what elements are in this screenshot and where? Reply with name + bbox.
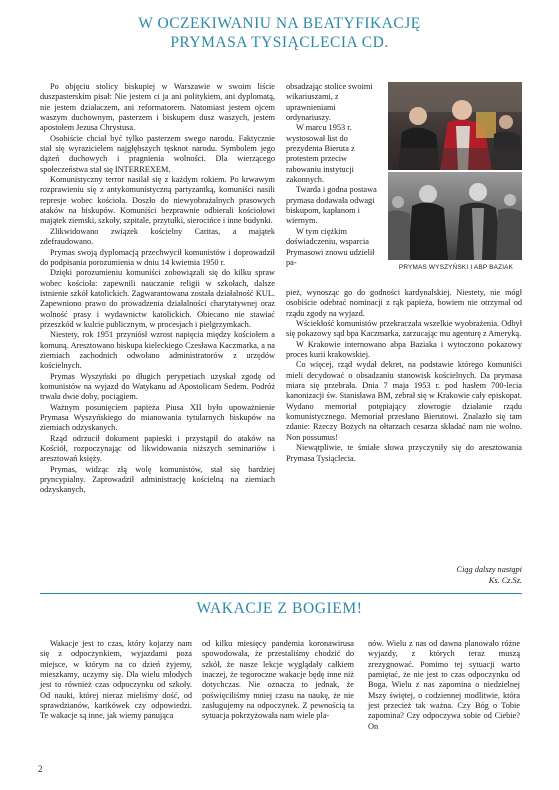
- paragraph: Wściekłość komunistów przekraczała wszelkie wyobrażenia. Odbył się pokazowy sąd bpa Kaczmarka, zarzucając mu agenturę z Ameryką.: [286, 319, 522, 339]
- paragraph: Ważnym posunięciem papieża Piusa XII było upoważnienie Prymasa Wyszyńskiego do mianowania tytularnych biskupów na ziemiach odzyskanych.: [40, 402, 275, 433]
- article2-column-1: [40, 639, 192, 722]
- article-title-line2: PRYMASA TYSIĄCLECIA CD.: [170, 34, 389, 51]
- paragraph: W tym ciężkim doświadczeniu, wsparcia Prymasowi znowu udzielił pa-: [286, 226, 375, 267]
- photo-prymas-baziak: [388, 82, 522, 260]
- section-title: WAKACJE Z BOGIEM!: [196, 600, 363, 617]
- paragraph: Niewątpliwie, te śmiałe słowa przyczyniły się do aresztowania Prymasa Tysiąclecia.: [286, 443, 522, 463]
- article2-column-2: [202, 639, 354, 722]
- paragraph: Zlikwidowano związek kościelny Caritas, a majątek zdefraudowano.: [40, 226, 275, 247]
- article-title-line1: W OCZEKIWANIU NA BEATYFIKACJĘ: [138, 15, 421, 32]
- article-left-column: [40, 82, 275, 496]
- paragraph: W marcu 1953 r. wystosował list do prezydenta Bieruta z protestem przeciw rabowaniu instytucji zakonnych.: [286, 123, 355, 185]
- article2-column-3: [368, 639, 520, 732]
- paragraph: Wakacje jest to czas, który kojarzy nam się z odpoczynkiem, wyjazdami poza miejsce, w którym na co dzień żyjemy, mieszkamy, uczymy się. Dla wielu młodych jest to również czas odpoczynku od szkoły. Od nauki, której nieraz mieliśmy dość, od sprawdzianów, kartkówek czy odpowiedzi. Te wakacje są inne, jak wiemy panująca: [40, 639, 192, 721]
- article-title: [0, 14, 559, 52]
- paragraph: Rząd odrzucił dokument papieski i przystąpił do ataków na Kościół, rozpoczynając od likwidowania niższych seminariów i aresztowań księży.: [40, 433, 275, 464]
- paragraph: Po objęciu stolicy biskupiej w Warszawie w swoim liście duszpasterskim pisał: Nie jestem ci ja ani politykiem, ani dyplomatą, nie jestem działaczem, ani reformatorem. Natomiast jestem ojcem waszym duchownym, pasterzem i biskupem dusz waszych, jestem apostołem Jezusa Chrystusa.: [40, 82, 275, 133]
- paragraph: nów. Wielu z nas od dawna planowało różne wyjazdy, z których teraz muszą zrezygnować. Pomimo tej sytuacji warto pamiętać, że nie jest to czas odpoczynku od Boga. Wielu z nas zapomina o niedzielnej Mszy świętej, o codziennej modlitwie, która jest przecież tak ważna. Czy Bóg o Tobie zapomina? Czy odpoczywa sobie od Ciebie? On: [368, 639, 520, 731]
- paragraph: Komunistyczny terror nasilał się z każdym rokiem. Po krwawym rozprawieniu się z antykomunistyczną partyzantką, komuniści nasili represje wobec kościoła. Doszło do niewyobrażalnych prasowych ataków na biskupów. Komuniści bezprawnie odbierali kościołowi majątek ziemski, szkoły, szpitale, przytułki, sierocińce i inne budynki.: [40, 175, 275, 226]
- paragraph: obsadzając stolice swoimi wikariuszami, z uprawnieniami ordynariuszy.: [286, 82, 373, 123]
- paragraph: Prymas, widząc złą wolę komunistów, stał się bardziej pryncypialny. Zaprowadził administrację kościelną na ziemiach odzyskanych,: [40, 464, 275, 495]
- continued-note: Ciąg dalszy nastąpi: [456, 565, 522, 574]
- page-number: 2: [38, 764, 43, 774]
- article-middle-column: [286, 82, 381, 268]
- section-divider: [40, 593, 522, 594]
- article-right-column: [286, 288, 522, 464]
- paragraph: pież, wynosząc go do godności kardynalskiej. Niestety, nie mógł osobiście odebrać nominacji z rąk papieża, bowiem nie otrzymał od rządu zgody na wyjazd.: [286, 288, 522, 318]
- paragraph: Osobiście chciał być tylko pasterzem swego narodu. Faktycznie stał się wyrazicielem najgłębszych tęsknot narodu. Symbolem jego dążeń duchowych i pragnienia wolności. Dla wierzącego społeczeństwa stał się INTERREXEM.: [40, 133, 275, 174]
- author-signature: Ks. Cz.Sz.: [488, 576, 522, 585]
- paragraph: Prymas Wyszyński po długich perypetiach uzyskał zgodę od komunistów na wyjazd do Watykanu ad Apostolicam Sedem. Podróż trwała dwie doby, pociągiem.: [40, 371, 275, 402]
- paragraph: Prymas swoją dyplomacją przechwycił komunistów i doprowadził do podpisania porozumienia w dniu 14 kwietnia 1950 r.: [40, 247, 275, 267]
- article-signature: [286, 564, 522, 586]
- paragraph: W Krakowie internowano abpa Baziaka i wytoczono pokazowy proces kurii krakowskiej.: [286, 339, 522, 360]
- paragraph: Twarda i godna postawa prymasa dodawała odwagi biskupom, kapłanom i wiernym.: [286, 185, 377, 226]
- paragraph: od kilku miesięcy pandemia koronawirusa spowodowała, że przestaliśmy chodzić do szkół, że nasze lekcje wyglądały całkiem inaczej, że tegoroczne wakacje będę inne niż dotychczas. Nie oznacza to jednak, że poświęciliśmy mniej czasu na naukę, że nie zasługujemy na odpoczynek. Z pewnością ta sytuacja pokrzyżowała nam wiele pla-: [202, 639, 354, 721]
- photo-caption: PRYMAS WYSZYŃSKI I ABP BAZIAK: [398, 264, 514, 271]
- paragraph: Co więcej, rząd wydał dekret, na podstawie którego komuniści mieli decydować o obsadzaniu stanowisk kościelnych. Da prymasa miara się przebrała. Dnia 7 maja 1953 r. pod hasłem 700-lecia kanonizacji św. Stanisława BM, zebrał się w Krakowie cały episkopat. Wydano memoriał potępiający złowrogie działanie rządu komunistycznego. Memoriał przesłano Bierutowi. Znalazło się tam zdanie: Rzeczy Bożych na ołtarzach cesarza składać nam nie wolno. Non possumus!: [286, 360, 522, 442]
- paragraph: Niestety, rok 1951 przyniósł wzrost napięcia między kościołem a komuną. Aresztowano biskupa kieleckiego Czesława Kaczmarka, a na ziemiach zachodnich odwołano administratorów z urzędów kościelnych.: [40, 330, 275, 371]
- paragraph: Dzięki porozumieniu komuniści zobowiązali się do kilku spraw wobec kościoła: zapewnili nauczanie religii w szkołach, dalsze istnienie szkół katolickich. Zagwarantowana została działalność KUL. Zapewniono prawo do prowadzenia działalności charytatywnej oraz wolność prasy i wydawnictw katolickich. Obiecano nie stawiać przeszkód w kulcie publicznym, w procesjach i pielgrzymkach.: [40, 268, 275, 329]
